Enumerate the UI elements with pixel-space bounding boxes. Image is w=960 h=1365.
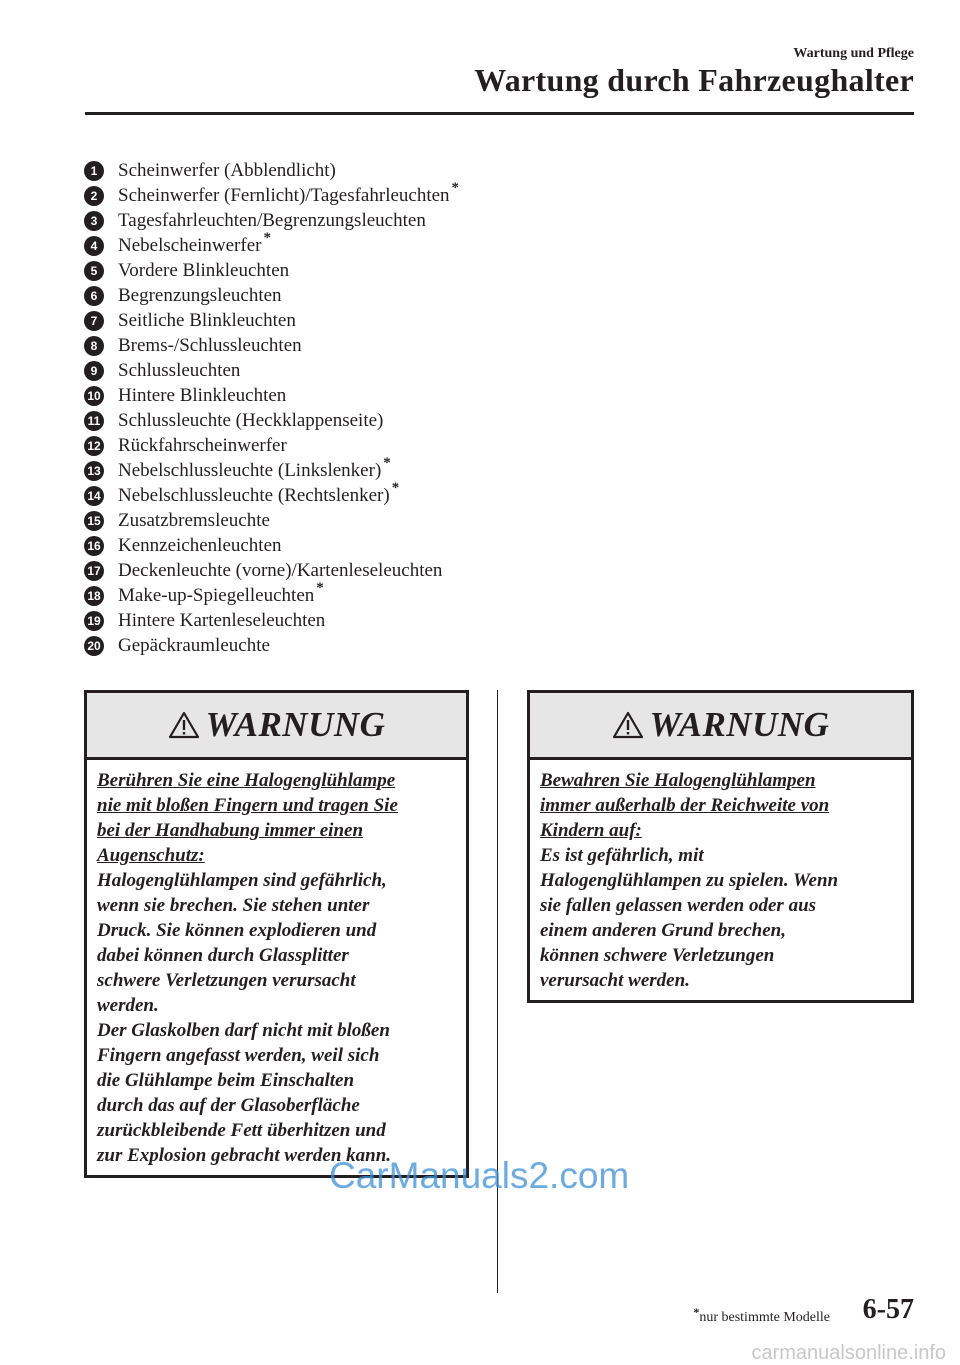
list-item xyxy=(84,358,459,383)
warning-line: durch das auf der Glasoberfläche xyxy=(97,1095,360,1116)
list-item xyxy=(84,208,459,233)
item-label: Scheinwerfer (Abblendlicht) xyxy=(118,159,336,181)
asterisk: * xyxy=(263,230,271,246)
warning-heading-line: Augenschutz: xyxy=(97,845,205,866)
list-item xyxy=(84,308,459,333)
item-label: Zusatzbremsleuchte xyxy=(118,509,270,531)
asterisk: * xyxy=(391,480,400,496)
warning-line: die Glühlampe beim Einschalten xyxy=(97,1070,355,1091)
item-number: 17 xyxy=(84,561,104,581)
footnote xyxy=(691,1305,830,1326)
item-label: Make-up-Spiegelleuchten xyxy=(118,584,315,606)
item-label: Deckenleuchte (vorne)/Kartenleseleuchten xyxy=(118,559,443,581)
column-divider xyxy=(497,690,498,1293)
warning-text xyxy=(530,760,911,993)
watermark: CarManuals2.com xyxy=(329,1155,630,1196)
item-number: 19 xyxy=(84,611,104,631)
item-label: Schlussleuchten xyxy=(118,359,241,381)
warning-header xyxy=(530,693,911,760)
list-item xyxy=(84,580,459,608)
item-number: 10 xyxy=(84,386,104,406)
item-number: 8 xyxy=(84,336,104,356)
item-number: 7 xyxy=(84,311,104,331)
item-label: Nebelschlussleuchte (Rechtslenker) xyxy=(118,484,390,506)
warning-line: sie fallen gelassen werden oder aus xyxy=(540,895,817,916)
item-number: 5 xyxy=(84,261,104,281)
asterisk: * xyxy=(693,1305,700,1319)
warning-title: WARNUNG xyxy=(649,705,830,744)
warning-line: zur Explosion gebracht werden kann. xyxy=(97,1145,392,1166)
list-item xyxy=(84,258,459,283)
item-number: 13 xyxy=(84,461,104,481)
header-rule xyxy=(85,112,914,115)
section-name: Wartung und Pflege xyxy=(793,46,914,61)
list-item xyxy=(84,558,459,583)
warning-heading-line: Kindern auf: xyxy=(540,820,642,841)
warning-line: wenn sie brechen. Sie stehen unter xyxy=(97,895,370,916)
item-label: Gepäckraumleuchte xyxy=(118,634,270,656)
list-item xyxy=(84,283,459,308)
item-number: 2 xyxy=(84,186,104,206)
list-item xyxy=(84,608,459,633)
warning-line: dabei können durch Glassplitter xyxy=(97,945,349,966)
warning-line: Halogenglühlampen zu spielen. Wenn xyxy=(540,870,839,891)
page-number: 6-57 xyxy=(862,1294,914,1325)
warning-line: Der Glaskolben darf nicht mit bloßen xyxy=(97,1020,390,1041)
item-number: 20 xyxy=(84,636,104,656)
item-label: Hintere Kartenleseleuchten xyxy=(118,609,326,631)
warning-line: einem anderen Grund brechen, xyxy=(540,920,786,941)
item-number: 1 xyxy=(84,161,104,181)
item-number: 14 xyxy=(84,486,104,506)
warning-heading-line: Bewahren Sie Halogenglühlampen xyxy=(540,770,816,791)
item-label: Tagesfahrleuchten/Begrenzungsleuchten xyxy=(118,209,426,231)
warning-title: WARNUNG xyxy=(205,705,386,744)
warning-line: Druck. Sie können explodieren und xyxy=(97,920,377,941)
list-item xyxy=(84,433,459,458)
item-number: 12 xyxy=(84,436,104,456)
item-label: Schlussleuchte (Heckklappenseite) xyxy=(118,409,384,431)
item-number: 15 xyxy=(84,511,104,531)
item-number: 6 xyxy=(84,286,104,306)
warning-line: können schwere Verletzungen xyxy=(540,945,775,966)
bulb-list xyxy=(84,158,459,658)
footnote-text: nur bestimmte Modelle xyxy=(699,1310,830,1325)
item-label: Rückfahrscheinwerfer xyxy=(118,434,287,456)
item-number: 3 xyxy=(84,211,104,231)
list-item xyxy=(84,455,459,483)
page-title: Wartung durch Fahrzeughalter xyxy=(474,62,914,98)
warning-heading-line: nie mit bloßen Fingern und tragen Sie xyxy=(97,795,398,816)
list-item xyxy=(84,158,459,183)
warning-box-left xyxy=(84,690,469,1178)
item-label: Nebelscheinwerfer xyxy=(118,234,262,256)
item-number: 4 xyxy=(84,236,104,256)
item-label: Begrenzungsleuchten xyxy=(118,284,282,306)
list-item xyxy=(84,333,459,358)
asterisk: * xyxy=(383,455,391,471)
list-item xyxy=(84,383,459,408)
warning-line: Halogenglühlampen sind gefährlich, xyxy=(97,870,387,891)
item-label: Brems-/Schlussleuchten xyxy=(118,334,302,356)
item-label: Kennzeichenleuchten xyxy=(118,534,282,556)
item-label: Seitliche Blinkleuchten xyxy=(118,309,296,331)
list-item xyxy=(84,480,459,508)
item-label: Hintere Blinkleuchten xyxy=(118,384,287,406)
warning-header xyxy=(87,693,466,760)
warning-heading-line: bei der Handhabung immer einen xyxy=(97,820,364,841)
warning-line: werden. xyxy=(97,995,159,1016)
item-number: 18 xyxy=(84,586,104,606)
warning-line: Es ist gefährlich, mit xyxy=(540,845,704,866)
item-label: Nebelschlussleuchte (Linkslenker) xyxy=(118,459,382,481)
warning-text xyxy=(87,760,466,1168)
list-item xyxy=(84,408,459,433)
list-item xyxy=(84,508,459,533)
list-item xyxy=(84,533,459,558)
item-number: 11 xyxy=(84,411,104,431)
warning-triangle-icon xyxy=(612,711,644,739)
item-label: Vordere Blinkleuchten xyxy=(118,259,290,281)
warning-line: zurückbleibende Fett überhitzen und xyxy=(97,1120,386,1141)
warning-triangle-icon xyxy=(168,711,200,739)
asterisk: * xyxy=(451,180,460,196)
watermark-corner: carmanualsonline.info xyxy=(751,1342,946,1364)
asterisk: * xyxy=(316,580,324,596)
item-label: Scheinwerfer (Fernlicht)/Tagesfahrleuchten xyxy=(118,184,450,206)
list-item xyxy=(84,230,459,258)
list-item xyxy=(84,180,460,208)
warning-line: schwere Verletzungen verursacht xyxy=(97,970,356,991)
warning-heading-line: immer außerhalb der Reichweite von xyxy=(540,795,830,816)
warning-line: verursacht werden. xyxy=(540,970,690,991)
warning-line: Fingern angefasst werden, weil sich xyxy=(97,1045,380,1066)
item-number: 9 xyxy=(84,361,104,381)
warning-heading-line: Berühren Sie eine Halogenglühlampe xyxy=(97,770,396,791)
list-item xyxy=(84,633,459,658)
item-number: 16 xyxy=(84,536,104,556)
warning-box-right xyxy=(527,690,914,1003)
